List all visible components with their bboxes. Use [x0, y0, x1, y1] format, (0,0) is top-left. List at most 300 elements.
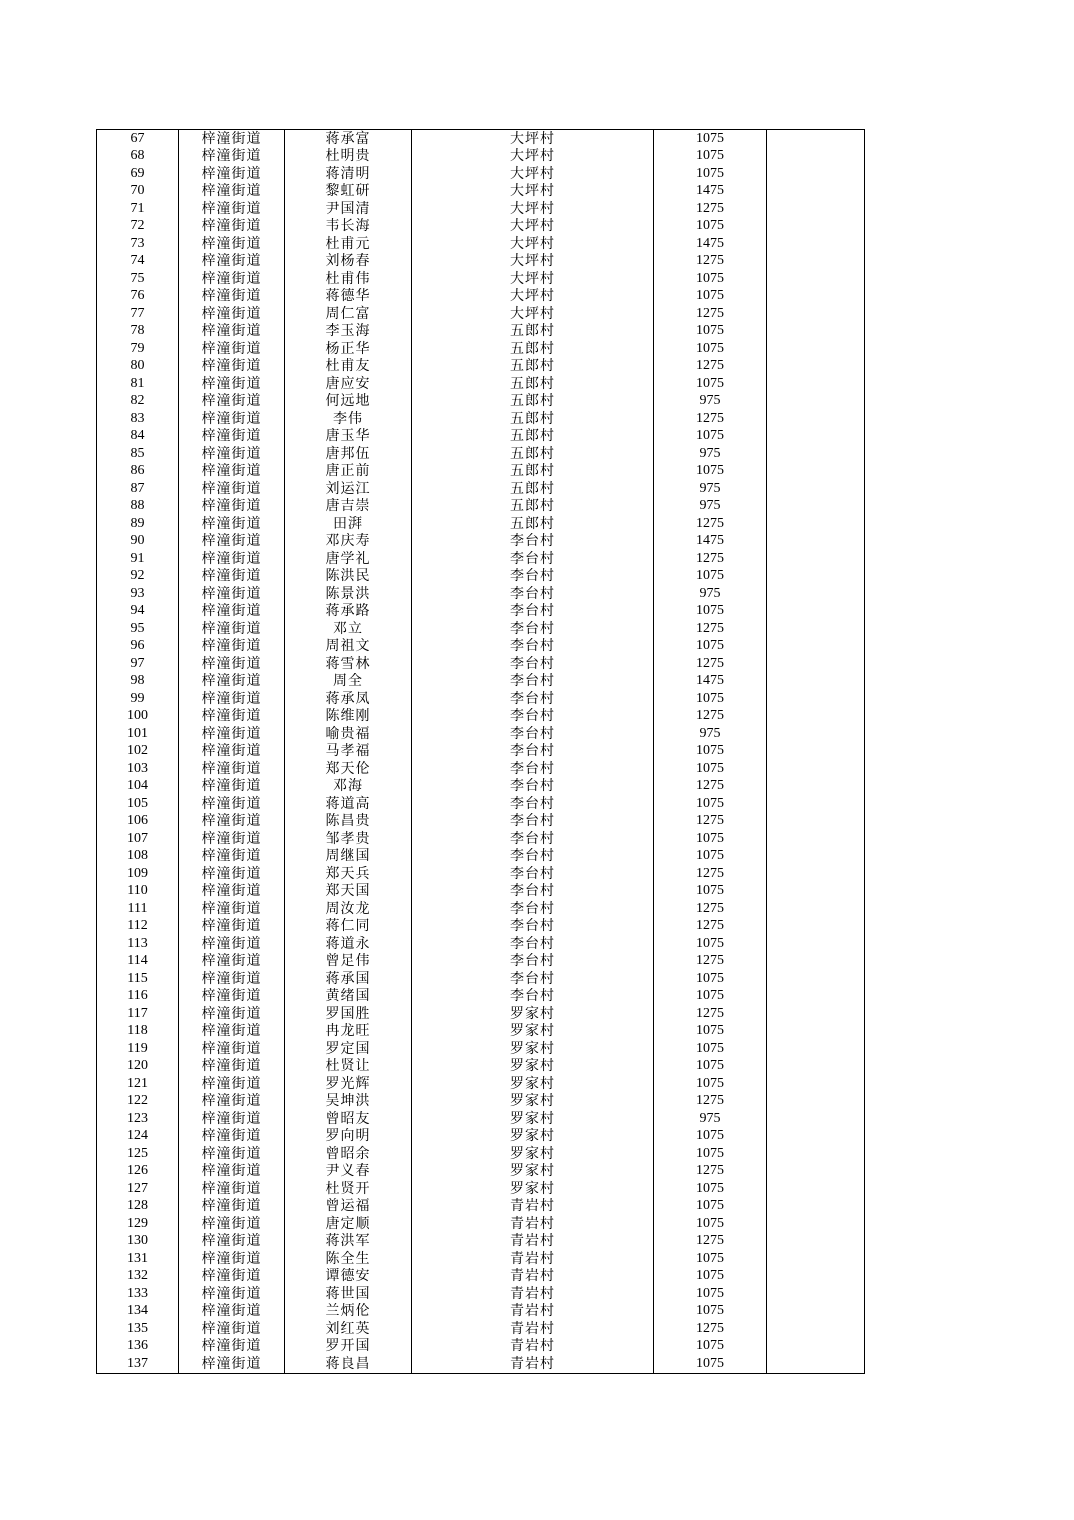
note-cell: [767, 1233, 865, 1251]
note-cell: [767, 690, 865, 708]
note-cell: [767, 1355, 865, 1373]
note-cell: [767, 568, 865, 586]
village-cell: 青岩村: [412, 1355, 654, 1373]
street-cell: 梓潼街道: [179, 323, 285, 341]
table-row: [97, 1355, 865, 1373]
amount-cell: 1075: [654, 428, 767, 446]
amount-cell: 1075: [654, 1215, 767, 1233]
note-cell: [767, 288, 865, 306]
amount-cell: 1075: [654, 795, 767, 813]
village-cell: 李台村: [412, 760, 654, 778]
name-cell: 罗光辉: [285, 1075, 412, 1093]
name-cell: 唐正前: [285, 463, 412, 481]
street-cell: 梓潼街道: [179, 148, 285, 166]
village-cell: 罗家村: [412, 1163, 654, 1181]
note-cell: [767, 900, 865, 918]
note-cell: [767, 358, 865, 376]
note-cell: [767, 1303, 865, 1321]
name-cell: 蒋仁同: [285, 918, 412, 936]
note-cell: [767, 865, 865, 883]
table-row: [97, 1215, 865, 1233]
name-cell: 杜明贵: [285, 148, 412, 166]
street-cell: 梓潼街道: [179, 305, 285, 323]
amount-cell: 1275: [654, 1005, 767, 1023]
village-cell: 罗家村: [412, 1058, 654, 1076]
row-number-cell: 105: [97, 795, 179, 813]
street-cell: 梓潼街道: [179, 463, 285, 481]
village-cell: 青岩村: [412, 1250, 654, 1268]
note-cell: [767, 1093, 865, 1111]
street-cell: 梓潼街道: [179, 1285, 285, 1303]
name-cell: 周仁富: [285, 305, 412, 323]
amount-cell: 1275: [654, 253, 767, 271]
table-row: [97, 533, 865, 551]
street-cell: 梓潼街道: [179, 620, 285, 638]
table-row: [97, 340, 865, 358]
table-row: [97, 848, 865, 866]
amount-cell: 1075: [654, 935, 767, 953]
row-number-cell: 70: [97, 183, 179, 201]
street-cell: 梓潼街道: [179, 988, 285, 1006]
name-cell: 冉龙旺: [285, 1023, 412, 1041]
village-cell: 大坪村: [412, 288, 654, 306]
name-cell: 郑天伦: [285, 760, 412, 778]
table-row: [97, 690, 865, 708]
name-cell: 邓庆寿: [285, 533, 412, 551]
village-cell: 李台村: [412, 865, 654, 883]
street-cell: 梓潼街道: [179, 1215, 285, 1233]
note-cell: [767, 1268, 865, 1286]
amount-cell: 1075: [654, 1198, 767, 1216]
name-cell: 周汝龙: [285, 900, 412, 918]
table-row: [97, 883, 865, 901]
table-row: [97, 218, 865, 236]
village-cell: 李台村: [412, 795, 654, 813]
note-cell: [767, 953, 865, 971]
table-row: [97, 410, 865, 428]
name-cell: 曾昭余: [285, 1145, 412, 1163]
name-cell: 邹孝贵: [285, 830, 412, 848]
note-cell: [767, 515, 865, 533]
street-cell: 梓潼街道: [179, 1303, 285, 1321]
street-cell: 梓潼街道: [179, 1023, 285, 1041]
note-cell: [767, 1145, 865, 1163]
row-number-cell: 117: [97, 1005, 179, 1023]
village-cell: 李台村: [412, 848, 654, 866]
note-cell: [767, 1198, 865, 1216]
note-cell: [767, 253, 865, 271]
amount-cell: 1275: [654, 1163, 767, 1181]
name-cell: 杜甫伟: [285, 270, 412, 288]
table-row: [97, 463, 865, 481]
table-row: [97, 358, 865, 376]
name-cell: 罗国胜: [285, 1005, 412, 1023]
table-row: [97, 970, 865, 988]
row-number-cell: 72: [97, 218, 179, 236]
street-cell: 梓潼街道: [179, 970, 285, 988]
village-cell: 青岩村: [412, 1233, 654, 1251]
village-cell: 大坪村: [412, 235, 654, 253]
row-number-cell: 81: [97, 375, 179, 393]
village-cell: 李台村: [412, 533, 654, 551]
table-row: [97, 165, 865, 183]
table-row: [97, 1233, 865, 1251]
street-cell: 梓潼街道: [179, 1355, 285, 1373]
name-cell: 刘杨春: [285, 253, 412, 271]
row-number-cell: 128: [97, 1198, 179, 1216]
street-cell: 梓潼街道: [179, 1110, 285, 1128]
row-number-cell: 107: [97, 830, 179, 848]
amount-cell: 1075: [654, 463, 767, 481]
village-cell: 李台村: [412, 813, 654, 831]
note-cell: [767, 1040, 865, 1058]
village-cell: 李台村: [412, 585, 654, 603]
street-cell: 梓潼街道: [179, 1233, 285, 1251]
street-cell: 梓潼街道: [179, 603, 285, 621]
table-row: [97, 813, 865, 831]
note-cell: [767, 743, 865, 761]
amount-cell: 1075: [654, 1355, 767, 1373]
village-cell: 李台村: [412, 778, 654, 796]
street-cell: 梓潼街道: [179, 585, 285, 603]
street-cell: 梓潼街道: [179, 848, 285, 866]
table-row: [97, 1303, 865, 1321]
table-row: [97, 1093, 865, 1111]
name-cell: 蒋清明: [285, 165, 412, 183]
note-cell: [767, 760, 865, 778]
row-number-cell: 74: [97, 253, 179, 271]
table-row: [97, 1128, 865, 1146]
note-cell: [767, 1285, 865, 1303]
name-cell: 陈洪民: [285, 568, 412, 586]
table-row: [97, 988, 865, 1006]
table-row: [97, 270, 865, 288]
row-number-cell: 67: [97, 130, 179, 148]
amount-cell: 975: [654, 445, 767, 463]
village-cell: 李台村: [412, 568, 654, 586]
amount-cell: 1075: [654, 1268, 767, 1286]
table-row: [97, 1320, 865, 1338]
street-cell: 梓潼街道: [179, 1040, 285, 1058]
amount-cell: 1075: [654, 1128, 767, 1146]
street-cell: 梓潼街道: [179, 1180, 285, 1198]
amount-cell: 1075: [654, 1180, 767, 1198]
name-cell: 何远地: [285, 393, 412, 411]
row-number-cell: 135: [97, 1320, 179, 1338]
table-row: [97, 1180, 865, 1198]
note-cell: [767, 795, 865, 813]
amount-cell: 1075: [654, 340, 767, 358]
note-cell: [767, 393, 865, 411]
row-number-cell: 85: [97, 445, 179, 463]
street-cell: 梓潼街道: [179, 778, 285, 796]
village-cell: 罗家村: [412, 1180, 654, 1198]
table-row: [97, 795, 865, 813]
roster-table-body: [97, 130, 865, 1374]
note-cell: [767, 165, 865, 183]
note-cell: [767, 813, 865, 831]
amount-cell: 1075: [654, 1145, 767, 1163]
village-cell: 大坪村: [412, 165, 654, 183]
street-cell: 梓潼街道: [179, 690, 285, 708]
name-cell: 蒋良昌: [285, 1355, 412, 1373]
street-cell: 梓潼街道: [179, 725, 285, 743]
village-cell: 李台村: [412, 620, 654, 638]
village-cell: 罗家村: [412, 1110, 654, 1128]
street-cell: 梓潼街道: [179, 935, 285, 953]
name-cell: 刘红英: [285, 1320, 412, 1338]
note-cell: [767, 480, 865, 498]
village-cell: 五郎村: [412, 498, 654, 516]
street-cell: 梓潼街道: [179, 760, 285, 778]
amount-cell: 1075: [654, 603, 767, 621]
street-cell: 梓潼街道: [179, 270, 285, 288]
table-row: [97, 323, 865, 341]
street-cell: 梓潼街道: [179, 655, 285, 673]
village-cell: 罗家村: [412, 1075, 654, 1093]
amount-cell: 1075: [654, 375, 767, 393]
village-cell: 五郎村: [412, 323, 654, 341]
name-cell: 郑天国: [285, 883, 412, 901]
street-cell: 梓潼街道: [179, 130, 285, 148]
amount-cell: 1075: [654, 323, 767, 341]
amount-cell: 1275: [654, 813, 767, 831]
amount-cell: 1275: [654, 953, 767, 971]
row-number-cell: 91: [97, 550, 179, 568]
village-cell: 大坪村: [412, 270, 654, 288]
village-cell: 罗家村: [412, 1005, 654, 1023]
amount-cell: 1275: [654, 358, 767, 376]
village-cell: 李台村: [412, 970, 654, 988]
village-cell: 五郎村: [412, 410, 654, 428]
street-cell: 梓潼街道: [179, 918, 285, 936]
note-cell: [767, 883, 865, 901]
amount-cell: 1275: [654, 1233, 767, 1251]
name-cell: 唐应安: [285, 375, 412, 393]
name-cell: 唐邦伍: [285, 445, 412, 463]
name-cell: 蒋承路: [285, 603, 412, 621]
street-cell: 梓潼街道: [179, 830, 285, 848]
street-cell: 梓潼街道: [179, 480, 285, 498]
table-row: [97, 708, 865, 726]
village-cell: 青岩村: [412, 1303, 654, 1321]
table-row: [97, 953, 865, 971]
village-cell: 李台村: [412, 988, 654, 1006]
table-row: [97, 778, 865, 796]
street-cell: 梓潼街道: [179, 1058, 285, 1076]
street-cell: 梓潼街道: [179, 375, 285, 393]
table-row: [97, 498, 865, 516]
table-row: [97, 130, 865, 148]
row-number-cell: 79: [97, 340, 179, 358]
roster-table: [96, 129, 865, 1374]
name-cell: 李伟: [285, 410, 412, 428]
note-cell: [767, 1075, 865, 1093]
note-cell: [767, 533, 865, 551]
row-number-cell: 80: [97, 358, 179, 376]
table-row: [97, 1285, 865, 1303]
name-cell: 曾运福: [285, 1198, 412, 1216]
note-cell: [767, 725, 865, 743]
village-cell: 李台村: [412, 603, 654, 621]
row-number-cell: 99: [97, 690, 179, 708]
name-cell: 蒋承富: [285, 130, 412, 148]
village-cell: 罗家村: [412, 1128, 654, 1146]
name-cell: 尹义春: [285, 1163, 412, 1181]
note-cell: [767, 463, 865, 481]
name-cell: 唐吉崇: [285, 498, 412, 516]
row-number-cell: 109: [97, 865, 179, 883]
table-row: [97, 900, 865, 918]
village-cell: 五郎村: [412, 375, 654, 393]
note-cell: [767, 200, 865, 218]
name-cell: 唐玉华: [285, 428, 412, 446]
table-row: [97, 935, 865, 953]
village-cell: 青岩村: [412, 1338, 654, 1356]
row-number-cell: 90: [97, 533, 179, 551]
name-cell: 邓立: [285, 620, 412, 638]
table-row: [97, 568, 865, 586]
amount-cell: 1075: [654, 1023, 767, 1041]
street-cell: 梓潼街道: [179, 340, 285, 358]
amount-cell: 1275: [654, 865, 767, 883]
village-cell: 李台村: [412, 743, 654, 761]
amount-cell: 1075: [654, 1058, 767, 1076]
amount-cell: 975: [654, 480, 767, 498]
village-cell: 李台村: [412, 708, 654, 726]
note-cell: [767, 1023, 865, 1041]
note-cell: [767, 620, 865, 638]
row-number-cell: 116: [97, 988, 179, 1006]
row-number-cell: 96: [97, 638, 179, 656]
street-cell: 梓潼街道: [179, 200, 285, 218]
village-cell: 李台村: [412, 830, 654, 848]
amount-cell: 1275: [654, 620, 767, 638]
name-cell: 蒋雪林: [285, 655, 412, 673]
row-number-cell: 83: [97, 410, 179, 428]
row-number-cell: 98: [97, 673, 179, 691]
row-number-cell: 130: [97, 1233, 179, 1251]
name-cell: 罗开国: [285, 1338, 412, 1356]
note-cell: [767, 1058, 865, 1076]
village-cell: 李台村: [412, 690, 654, 708]
note-cell: [767, 375, 865, 393]
amount-cell: 1075: [654, 1075, 767, 1093]
table-row: [97, 1198, 865, 1216]
amount-cell: 1075: [654, 165, 767, 183]
row-number-cell: 133: [97, 1285, 179, 1303]
row-number-cell: 108: [97, 848, 179, 866]
name-cell: 邓海: [285, 778, 412, 796]
street-cell: 梓潼街道: [179, 638, 285, 656]
village-cell: 大坪村: [412, 200, 654, 218]
row-number-cell: 121: [97, 1075, 179, 1093]
street-cell: 梓潼街道: [179, 1198, 285, 1216]
street-cell: 梓潼街道: [179, 533, 285, 551]
village-cell: 李台村: [412, 725, 654, 743]
village-cell: 五郎村: [412, 445, 654, 463]
name-cell: 周继国: [285, 848, 412, 866]
table-row: [97, 1110, 865, 1128]
name-cell: 蒋道高: [285, 795, 412, 813]
name-cell: 曾足伟: [285, 953, 412, 971]
street-cell: 梓潼街道: [179, 393, 285, 411]
table-row: [97, 183, 865, 201]
village-cell: 五郎村: [412, 340, 654, 358]
village-cell: 李台村: [412, 550, 654, 568]
village-cell: 李台村: [412, 953, 654, 971]
street-cell: 梓潼街道: [179, 900, 285, 918]
row-number-cell: 137: [97, 1355, 179, 1373]
village-cell: 青岩村: [412, 1215, 654, 1233]
note-cell: [767, 935, 865, 953]
name-cell: 唐定顺: [285, 1215, 412, 1233]
row-number-cell: 77: [97, 305, 179, 323]
name-cell: 蒋洪军: [285, 1233, 412, 1251]
street-cell: 梓潼街道: [179, 1338, 285, 1356]
amount-cell: 1475: [654, 673, 767, 691]
note-cell: [767, 1128, 865, 1146]
note-cell: [767, 148, 865, 166]
street-cell: 梓潼街道: [179, 165, 285, 183]
row-number-cell: 122: [97, 1093, 179, 1111]
table-row: [97, 760, 865, 778]
village-cell: 罗家村: [412, 1023, 654, 1041]
village-cell: 李台村: [412, 638, 654, 656]
street-cell: 梓潼街道: [179, 795, 285, 813]
table-row: [97, 1075, 865, 1093]
street-cell: 梓潼街道: [179, 358, 285, 376]
name-cell: 李玉海: [285, 323, 412, 341]
amount-cell: 975: [654, 585, 767, 603]
table-row: [97, 865, 865, 883]
note-cell: [767, 445, 865, 463]
table-row: [97, 480, 865, 498]
village-cell: 罗家村: [412, 1145, 654, 1163]
note-cell: [767, 1180, 865, 1198]
name-cell: 周祖文: [285, 638, 412, 656]
amount-cell: 1075: [654, 1285, 767, 1303]
street-cell: 梓潼街道: [179, 253, 285, 271]
amount-cell: 975: [654, 725, 767, 743]
name-cell: 黎虹研: [285, 183, 412, 201]
table-row: [97, 375, 865, 393]
name-cell: 罗定国: [285, 1040, 412, 1058]
note-cell: [767, 323, 865, 341]
row-number-cell: 123: [97, 1110, 179, 1128]
name-cell: 喻贵福: [285, 725, 412, 743]
name-cell: 蒋承凤: [285, 690, 412, 708]
table-row: [97, 830, 865, 848]
table-row: [97, 1005, 865, 1023]
note-cell: [767, 655, 865, 673]
table-row: [97, 620, 865, 638]
table-row: [97, 743, 865, 761]
amount-cell: 1275: [654, 410, 767, 428]
note-cell: [767, 550, 865, 568]
amount-cell: 1475: [654, 183, 767, 201]
name-cell: 陈昌贵: [285, 813, 412, 831]
village-cell: 五郎村: [412, 393, 654, 411]
amount-cell: 975: [654, 393, 767, 411]
name-cell: 马孝福: [285, 743, 412, 761]
amount-cell: 1275: [654, 708, 767, 726]
row-number-cell: 115: [97, 970, 179, 988]
name-cell: 陈维刚: [285, 708, 412, 726]
amount-cell: 1075: [654, 638, 767, 656]
table-row: [97, 725, 865, 743]
row-number-cell: 127: [97, 1180, 179, 1198]
